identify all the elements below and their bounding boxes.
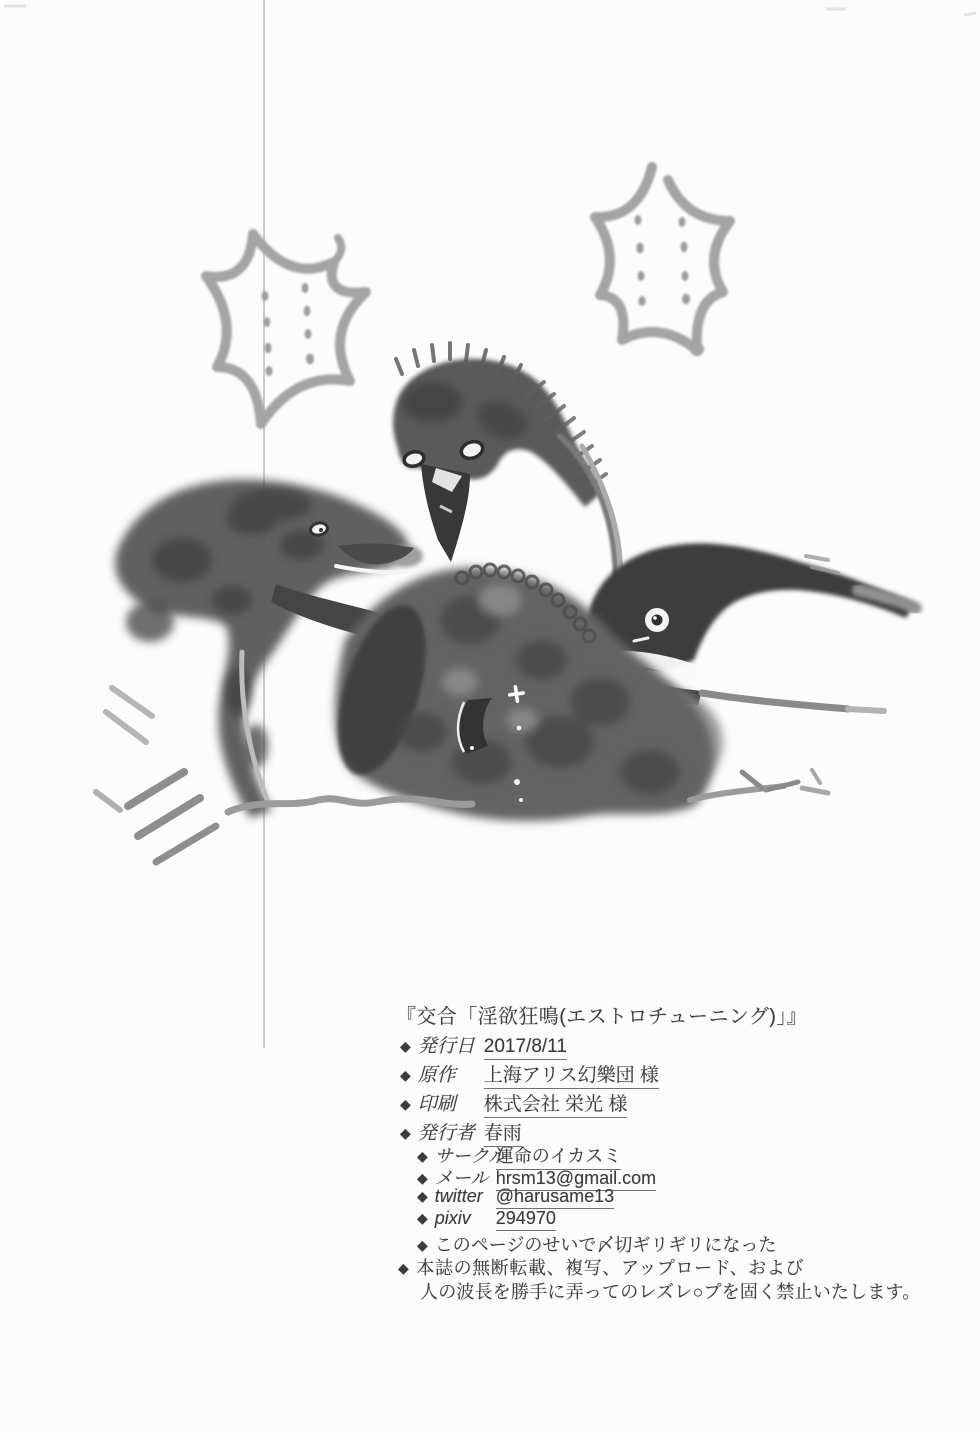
diamond-bullet: ◆	[417, 1237, 428, 1253]
row-label: 発行者	[417, 1123, 475, 1144]
top-bird	[393, 343, 620, 594]
diamond-bullet: ◆	[400, 1067, 411, 1083]
diamond-bullet: ◆	[398, 1260, 410, 1276]
disclaimer-line-1: ◆ 本誌の無断転載、複写、アップロード、および	[398, 1258, 805, 1278]
colophon-row-original-work	[400, 1060, 659, 1089]
row-label: 原作	[417, 1065, 456, 1086]
row-value: @harusame13	[496, 1186, 614, 1209]
colophon-row-twitter	[417, 1186, 614, 1209]
row-label: 発行日	[417, 1036, 475, 1057]
row-value: 春雨	[484, 1118, 522, 1147]
diamond-bullet: ◆	[400, 1125, 411, 1141]
colophon-block	[396, 1000, 956, 1320]
colophon-row-pixiv	[417, 1208, 556, 1231]
row-label: 印刷	[417, 1094, 456, 1115]
row-value: 運命のイカスミ	[496, 1142, 621, 1170]
diamond-bullet: ◆	[400, 1038, 411, 1054]
diamond-bullet: ◆	[400, 1096, 411, 1112]
row-value: 294970	[496, 1208, 556, 1231]
disclaimer-line-2: 人の波長を勝手に弄ってのレズレ○プを固く禁止いたします。	[420, 1282, 921, 1302]
right-shock-burst	[595, 167, 730, 356]
diamond-bullet: ◆	[417, 1170, 428, 1186]
row-label: メール	[434, 1168, 489, 1188]
colophon-row-printer	[400, 1089, 627, 1118]
row-value: このページのせいで〆切ギリギリになった	[434, 1235, 777, 1255]
left-shock-burst	[206, 234, 366, 424]
row-value: hrsm13@gmail.com	[496, 1168, 656, 1191]
scribble-marks	[96, 688, 216, 862]
row-label: twitter	[434, 1186, 483, 1206]
colophon-row-publish-date	[400, 1031, 567, 1060]
book-title: 『交合「淫欲狂鳴(エストロチューニング)」』	[396, 1006, 808, 1028]
diamond-bullet: ◆	[417, 1188, 428, 1204]
row-label: pixiv	[434, 1208, 471, 1228]
row-value: 株式会社 栄光 様	[484, 1089, 628, 1118]
row-value: 上海アリス幻樂団 様	[484, 1060, 659, 1089]
scan-edge-marks	[4, 6, 976, 15]
row-value: 2017/8/11	[484, 1036, 567, 1060]
diamond-bullet: ◆	[417, 1148, 428, 1164]
row-label: サークル	[434, 1146, 507, 1166]
diamond-bullet: ◆	[417, 1210, 428, 1226]
